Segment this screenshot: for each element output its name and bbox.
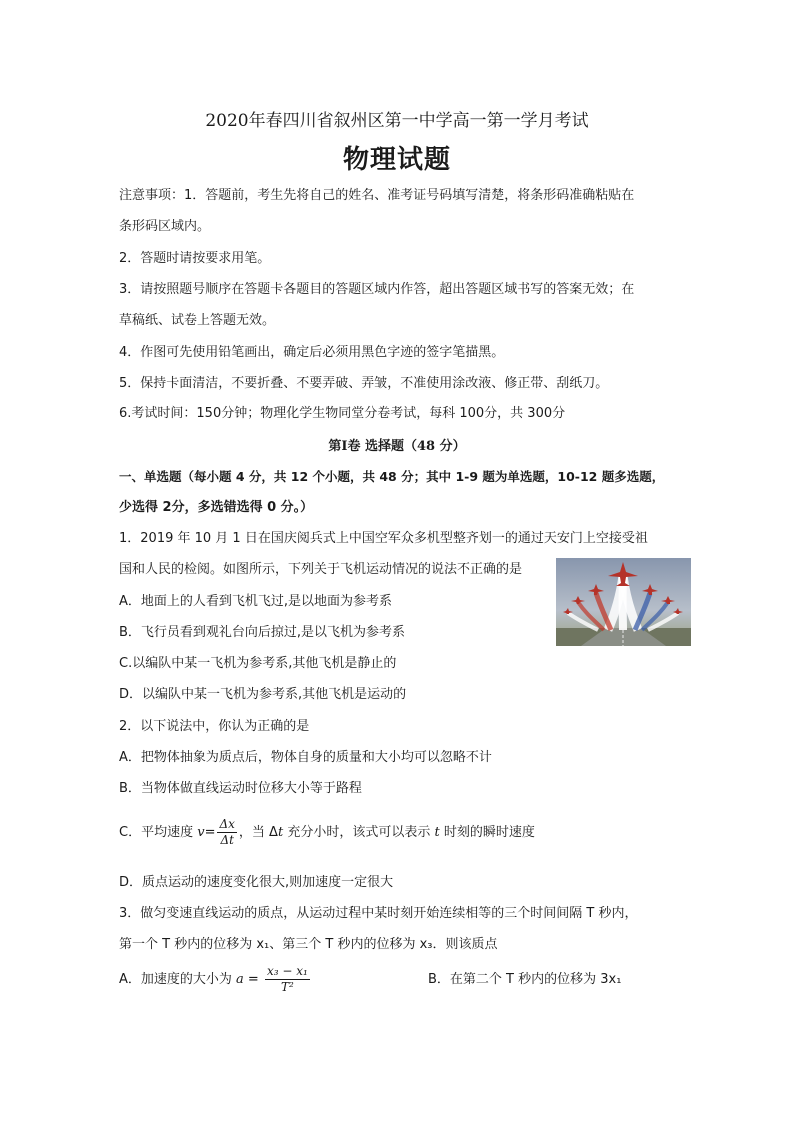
q2-option-c-post: 充分小时，该式可以表示 <box>283 825 435 840</box>
exam-title: 2020年春四川省叙州区第一中学高一第一学月考试 <box>205 111 589 131</box>
q2-stem: 2．以下说法中，你认为正确的是 <box>119 719 310 734</box>
q1-option-b: B．飞行员看到观礼台向后掠过,是以飞机为参考系 <box>119 625 406 640</box>
fraction-denominator: T² <box>280 980 294 994</box>
q2-option-d: D．质点运动的速度变化很大,则加速度一定很大 <box>119 875 394 890</box>
fraction-denominator: Δt <box>220 833 234 847</box>
q2-option-a: A．把物体抽象为质点后，物体自身的质量和大小均可以忽略不计 <box>119 750 492 765</box>
q1-stem-a: 1．2019 年 10 月 1 日在国庆阅兵式上中国空军众多机型整齐划一的通过天安门上空接受祖 <box>119 531 648 546</box>
subject-title: 物理试题 <box>342 145 451 175</box>
notice-3a: 3．请按照题号顺序在答题卡各题目的答题区域内作答，超出答题区域书写的答案无效；在 <box>119 282 635 297</box>
q3-option-a <box>119 962 312 998</box>
fraction-numerator: Δx <box>219 817 235 831</box>
equals-sign: = <box>204 825 216 840</box>
time-symbol: t <box>277 825 284 840</box>
section-heading-a: 一、单选题（每小题 4 分，共 12 个小题，共 48 分；其中 1-9 题为单选题，10-12 题多选题， <box>119 469 665 484</box>
acceleration-fraction <box>265 964 310 995</box>
velocity-symbol: v <box>197 825 205 840</box>
q3-option-a-prefix: A．加速度的大小为 <box>119 972 237 987</box>
notice-3b: 草稿纸、试卷上答题无效。 <box>119 313 276 328</box>
q3-stem-b: 第一个 T 秒内的位移为 x₁、第三个 T 秒内的位移为 x₃．则该质点 <box>119 937 498 952</box>
equals-sign: = <box>243 972 263 987</box>
notice-6: 6.考试时间：150分钟；物理化学生物同堂分卷考试，每科 100分，共 300分 <box>119 406 566 421</box>
notice-5: 5．保持卡面清洁，不要折叠、不要弄破、弄皱，不准使用涂改液、修正带、刮纸刀。 <box>119 376 609 391</box>
q3-stem-a: 3．做匀变速直线运动的质点，从运动过程中某时刻开始连续相等的三个时间间隔 T 秒内， <box>119 906 638 921</box>
q2-option-c <box>119 815 535 851</box>
velocity-fraction <box>217 817 236 848</box>
section-title: 第Ⅰ卷 选择题（48 分） <box>328 439 466 454</box>
q2-option-c-end: 时刻的瞬时速度 <box>439 825 535 840</box>
q1-option-c: C.以编队中某一飞机为参考系,其他飞机是静止的 <box>119 656 397 671</box>
airshow-jets-photo <box>556 558 691 646</box>
q2-option-c-prefix: C．平均速度 <box>119 825 198 840</box>
q1-option-d: D．以编队中某一飞机为参考系,其他飞机是运动的 <box>119 687 407 702</box>
notice-2: 2．答题时请按要求用笔。 <box>119 251 271 266</box>
notice-1b: 条形码区域内。 <box>119 219 211 234</box>
q1-stem-b: 国和人民的检阅。如图所示，下列关于飞机运动情况的说法不正确的是 <box>119 562 523 577</box>
q2-option-c-mid: ，当 Δ <box>238 825 278 840</box>
q2-option-b: B．当物体做直线运动时位移大小等于路程 <box>119 781 362 796</box>
fraction-numerator: x₃ − x₁ <box>266 964 308 978</box>
acceleration-symbol: a <box>236 972 244 987</box>
q1-option-a: A．地面上的人看到飞机飞过,是以地面为参考系 <box>119 594 393 609</box>
section-heading-b: 少选得 2分，多选错选得 0 分。） <box>119 500 314 515</box>
notice-4: 4．作图可先使用铅笔画出，确定后必须用黑色字迹的签字笔描黑。 <box>119 345 505 360</box>
notice-1a: 注意事项：1．答题前，考生先将自己的姓名、准考证号码填写清楚，将条形码准确粘贴在 <box>119 188 635 203</box>
q3-option-b: B．在第二个 T 秒内的位移为 3x₁ <box>428 972 622 987</box>
time-symbol-2: t <box>434 825 440 840</box>
